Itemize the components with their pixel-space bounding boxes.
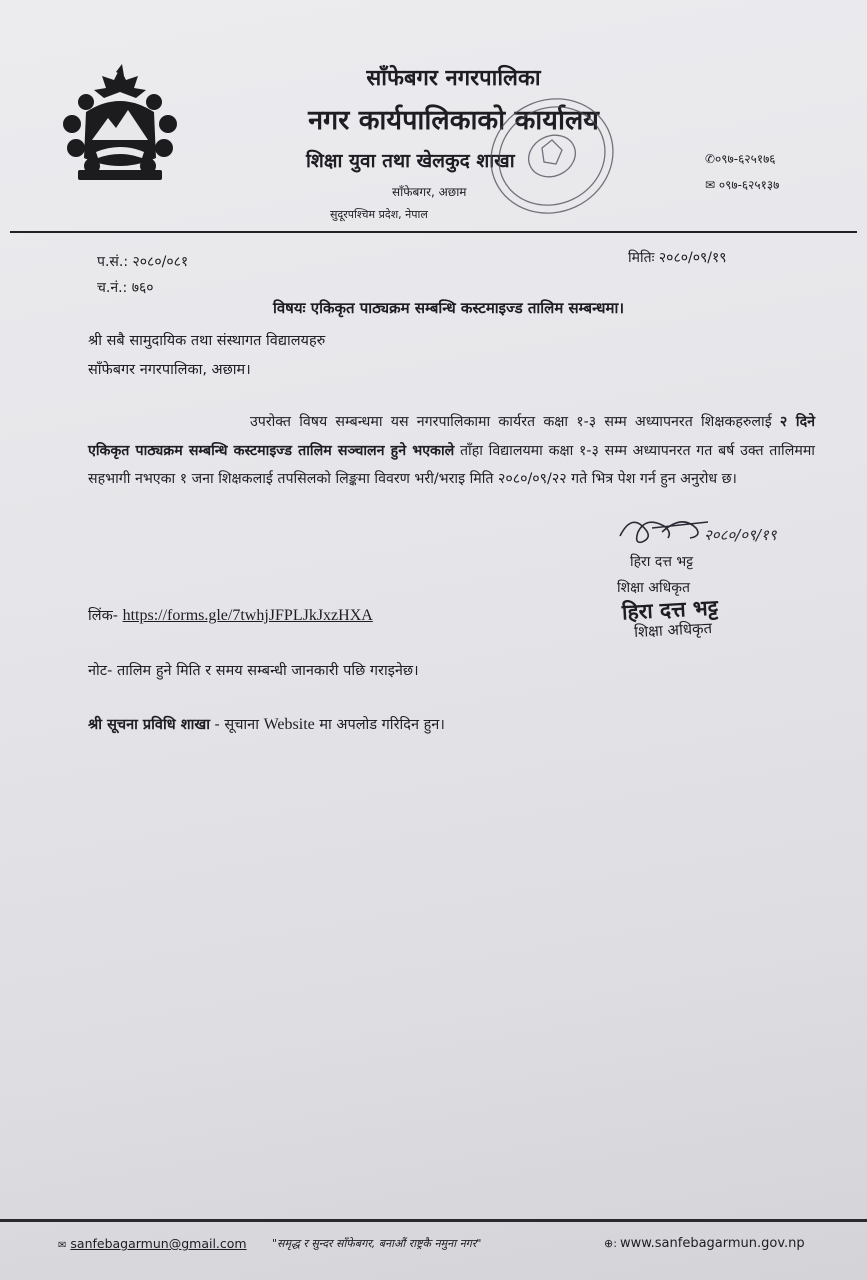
footer-slogan: "समृद्ध र सुन्दर साँफेबगर, बनाऔं राष्ट्रकै नमुना नगर" <box>272 1237 482 1250</box>
training-note: नोट- तालिम हुने मिति र समय सम्बन्धी जानकारी पछि गराइनेछ। <box>88 663 419 679</box>
office-address: साँफेबगर, अछाम <box>392 185 467 199</box>
header-divider <box>10 231 857 233</box>
footer-website <box>604 1236 805 1251</box>
letter-subject: विषयः एकिकृत पाठ्यक्रम सम्बन्धि कस्टमाइज्ड तालिम सम्बन्धमा। <box>272 299 625 317</box>
body-text-bold: २ दिने एकिकृत पाठ्यक्रम सम्बन्धि कस्टमाइज्ड तालिम सञ्चालन हुने भएकाले <box>88 414 815 459</box>
footer-website-url[interactable]: www.sanfebagarmun.gov.np <box>619 1236 805 1251</box>
signatory-title: शिक्षा अधिकृत <box>617 580 690 596</box>
body-text-part-2: ताँहा विद्यालयमा कक्षा १-३ सम्म अध्यापनरत गत बर्ष उक्त तालिममा सहभागी नभएका १ जना शिक्षकलाई तपसिलको लिङ्कमा विवरण भरी/भराइ मिति २०८०/०९/२२ गते भित्र पेश गर्न हुन अनुरोध छ। <box>88 442 815 487</box>
email-icon: ✉ <box>58 1240 67 1251</box>
link-row <box>88 605 373 625</box>
footer-divider <box>0 1219 867 1222</box>
recipient-line-1: श्री सबै सामुदायिक तथा संस्थागत विद्यालयहरु <box>88 333 326 349</box>
letter-date: मितिः २०८०/०९/१९ <box>628 250 727 266</box>
phone-number-2: ✉ ०९७-६२५१३७ <box>705 178 780 192</box>
signature-stamp-title: शिक्षा अधिकृत <box>633 618 713 642</box>
phone-number-1: ✆०९७-६२५१७६ <box>705 152 776 166</box>
footer-email-address[interactable]: sanfebagarmun@gmail.com <box>70 1236 247 1251</box>
globe-icon: ⊕: <box>604 1237 617 1250</box>
section-name: शिक्षा युवा तथा खेलकुद शाखा <box>306 150 515 172</box>
form-link[interactable]: https://forms.gle/7twhjJFPLJkJxzHXA <box>122 607 373 624</box>
signature-stamp-name: हिरा दत्त भट्ट <box>621 595 719 625</box>
signature-date: २०८०/०९/१९ <box>704 526 777 544</box>
footer-email <box>58 1236 247 1251</box>
dispatch-number: च.नं.: ७६० <box>97 280 154 296</box>
it-section-instruction <box>88 714 445 734</box>
link-label: लिंक- <box>88 608 123 624</box>
reference-number: प.सं.: २०८०/०८१ <box>97 254 189 270</box>
letter-body <box>88 408 815 494</box>
it-section-text-2: मा अपलोड गरिदिन हुन। <box>314 717 445 733</box>
it-section-website-word: Website <box>263 716 315 733</box>
recipient-line-2: साँफेबगर नगरपालिका, अछाम। <box>88 362 251 378</box>
municipality-name: साँफेबगर नगरपालिका <box>366 66 541 91</box>
signatory-name: हिरा दत्त भट्ट <box>630 554 694 570</box>
it-section-name: श्री सूचना प्रविधि शाखा <box>88 717 210 733</box>
body-text-part-1: उपरोक्त विषय सम्बन्धमा यस नगरपालिकामा कार्यरत कक्षा १-३ सम्म अध्यापनरत शिक्षकहरुलाई <box>250 414 780 430</box>
office-stamp-icon <box>470 88 630 228</box>
handwritten-signature-icon <box>612 508 782 552</box>
province-name: सुदूरपश्चिम प्रदेश, नेपाल <box>330 208 428 221</box>
office-name: नगर कार्यपालिकाको कार्यालय <box>308 105 599 136</box>
it-section-text-1: - सूचाना <box>209 717 264 733</box>
